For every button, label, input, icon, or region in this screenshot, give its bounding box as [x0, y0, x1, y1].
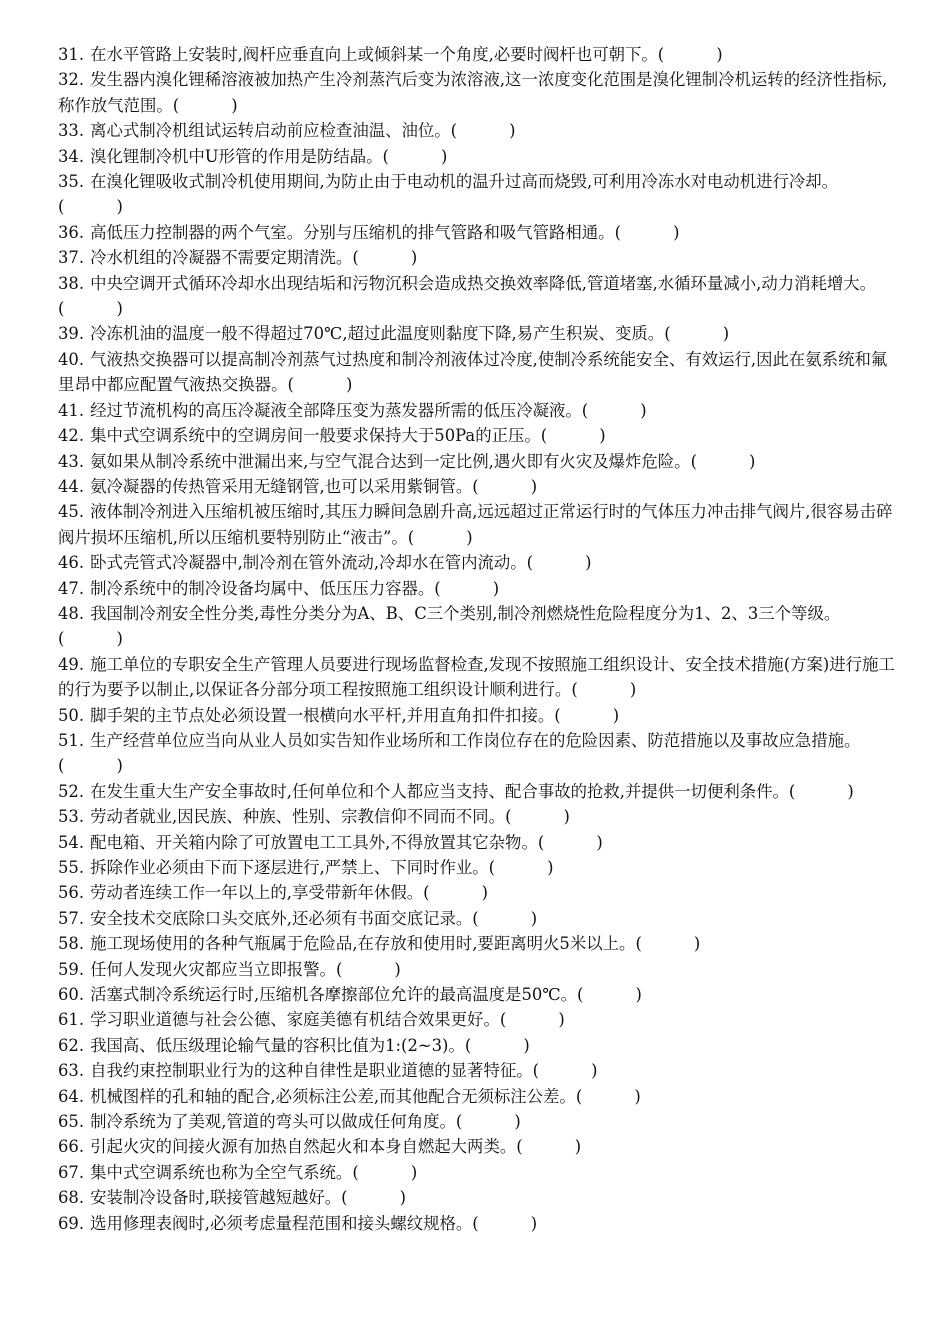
question-number: 56. [58, 883, 85, 903]
answer-blank: ( ) [58, 299, 123, 319]
question-item [58, 118, 900, 143]
question-item [58, 779, 900, 804]
answer-blank: ( ) [581, 400, 647, 420]
answer-blank: ( ) [423, 883, 488, 903]
question-number: 54. [58, 832, 85, 852]
question-number: 36. [58, 222, 85, 242]
question-text: 氨冷凝器的传热管采用无缝钢管,也可以采用紫铜管。 [90, 476, 473, 496]
question-list [58, 42, 900, 1236]
question-number: 47. [58, 578, 85, 598]
question-number: 63. [58, 1061, 85, 1081]
question-number: 64. [58, 1086, 85, 1106]
answer-blank: ( ) [526, 553, 592, 573]
question-number: 52. [58, 781, 85, 801]
question-item [58, 576, 900, 601]
answer-blank: ( ) [341, 1188, 407, 1208]
question-text: 气液热交换器可以提高制冷剂蒸气过热度和制冷剂液体过冷度,使制冷系统能安全、有效运行,因此在氨系统和氟里昂中都应配置气液热交换器。 [58, 349, 888, 395]
question-text: 脚手架的主节点处必须设置一根横向水平杆,并用直角扣件扣接。 [90, 705, 555, 725]
question-item [58, 855, 900, 880]
answer-blank: ( ) [407, 527, 473, 547]
question-number: 48. [58, 603, 85, 623]
question-item [58, 906, 900, 931]
question-text: 生产经营单位应当向从业人员如实告知作业场所和工作岗位存在的危险因素、防范措施以及事故应急措施。 [90, 730, 861, 750]
question-number: 50. [58, 705, 85, 725]
question-text: 冷冻机油的温度一般不得超过70℃,超过此温度则黏度下降,易产生积炭、变质。 [90, 324, 665, 344]
question-item [58, 550, 900, 575]
question-text: 卧式壳管式冷凝器中,制冷剂在管外流动,冷却水在管内流动。 [90, 553, 527, 573]
question-text: 发生器内溴化锂稀溶液被加热产生冷剂蒸汽后变为浓溶液,这一浓度变化范围是溴化锂制冷机运转的经济性指标,称作放气范围。 [58, 70, 888, 115]
question-number: 34. [58, 146, 85, 166]
question-item [58, 1033, 900, 1058]
question-item [58, 1109, 900, 1134]
answer-blank: ( ) [472, 908, 538, 928]
question-text: 在发生重大生产安全事故时,任何单位和个人都应当支持、配合事故的抢救,并提供一切便利条件。 [90, 781, 789, 801]
question-number: 57. [58, 908, 85, 928]
answer-blank: ( ) [577, 985, 642, 1005]
question-item [58, 1160, 900, 1185]
question-text: 在水平管路上安装时,阀杆应垂直向上或倾斜某一个角度,必要时阀杆也可朝下。 [90, 45, 658, 64]
question-item [58, 1185, 900, 1210]
question-text: 集中式空调系统中的空调房间一般要求保持大于50Pa的正压。 [90, 426, 541, 446]
question-number: 38. [58, 273, 85, 293]
question-number: 32. [58, 70, 85, 90]
question-item [58, 321, 900, 346]
question-number: 33. [58, 121, 85, 141]
question-text: 在溴化锂吸收式制冷机使用期间,为防止由于电动机的温升过高而烧毁,可利用冷冻水对电动机进行冷却。 [90, 172, 839, 192]
answer-blank: ( ) [172, 95, 238, 115]
answer-blank: ( ) [472, 476, 538, 496]
answer-blank: ( ) [537, 832, 603, 852]
question-item [58, 728, 900, 779]
question-number: 41. [58, 400, 85, 420]
answer-blank: ( ) [499, 1010, 565, 1030]
question-text: 冷水机组的冷凝器不需要定期清洗。 [90, 248, 353, 268]
answer-blank: ( ) [575, 1086, 641, 1106]
question-item [58, 982, 900, 1007]
question-item [58, 220, 900, 245]
answer-blank: ( ) [488, 858, 554, 877]
question-item [58, 347, 900, 398]
question-text: 集中式空调系统也称为全空气系统。 [90, 1162, 353, 1182]
question-text: 我国高、低压级理论输气量的容积比值为1:(2~3)。 [90, 1035, 465, 1055]
question-number: 61. [58, 1010, 85, 1030]
question-number: 31. [58, 45, 85, 64]
question-item [58, 703, 900, 728]
question-text: 活塞式制冷系统运行时,压缩机各摩擦部位允许的最高温度是50℃。 [90, 985, 578, 1005]
question-text: 劳动者连续工作一年以上的,享受带新年休假。 [90, 883, 424, 903]
question-text: 自我约束控制职业行为的这种自律性是职业道德的显著特征。 [90, 1061, 533, 1081]
question-item [58, 601, 900, 652]
answer-blank: ( ) [516, 1137, 582, 1157]
answer-blank: ( ) [472, 1213, 538, 1233]
answer-blank: ( ) [58, 756, 123, 776]
question-text: 我国制冷剂安全性分类,毒性分类分为A、B、C三个类别,制冷剂燃烧性危险程度分为1、2、3三个等级。 [90, 603, 841, 623]
question-text: 高低压力控制器的两个气室。分别与压缩机的排气管路和吸气管路相通。 [90, 222, 615, 242]
answer-blank: ( ) [664, 324, 730, 344]
question-item [58, 67, 900, 118]
question-number: 42. [58, 426, 85, 446]
question-text: 配电箱、开关箱内除了可放置电工工具外,不得放置其它杂物。 [90, 832, 538, 852]
question-number: 37. [58, 248, 85, 268]
question-item [58, 245, 900, 270]
question-text: 施工现场使用的各种气瓶属于危险品,在存放和使用时,要距离明火5米以上。 [90, 934, 636, 954]
question-number: 60. [58, 985, 85, 1005]
question-number: 59. [58, 959, 85, 979]
answer-blank: ( ) [788, 781, 854, 801]
question-item [58, 398, 900, 423]
answer-blank: ( ) [464, 1035, 530, 1055]
question-number: 69. [58, 1213, 85, 1233]
question-text: 制冷系统为了美观,管道的弯头可以做成任何角度。 [90, 1112, 456, 1132]
question-item [58, 169, 900, 220]
question-item [58, 931, 900, 956]
question-number: 58. [58, 934, 85, 954]
question-item [58, 499, 900, 550]
question-number: 45. [58, 502, 85, 522]
question-text: 氨如果从制冷系统中泄漏出来,与空气混合达到一定比例,遇火即有火灾及爆炸危险。 [90, 451, 691, 471]
question-text: 引起火灾的间接火源有加热自然起火和本身自燃起大两类。 [90, 1137, 517, 1157]
question-text: 离心式制冷机组试运转启动前应检查油温、油位。 [90, 121, 451, 141]
question-item [58, 804, 900, 829]
question-item [58, 880, 900, 905]
question-number: 51. [58, 730, 85, 750]
answer-blank: ( ) [532, 1061, 598, 1081]
question-text: 制冷系统中的制冷设备均属中、低压压力容器。 [90, 578, 435, 598]
question-text: 溴化锂制冷机中U形管的作用是防结晶。 [90, 146, 383, 166]
answer-blank: ( ) [571, 680, 637, 700]
question-item [58, 423, 900, 448]
question-text: 液体制冷剂进入压缩机被压缩时,其压力瞬间急剧升高,远远超过正常运行时的气体压力冲击排气阀片,很容易击碎阀片损坏压缩机,所以压缩机要特别防止“液击”。 [58, 502, 893, 547]
question-text: 拆除作业必须由下而下逐层进行,严禁上、下同时作业。 [90, 858, 489, 877]
question-text: 安全技术交底除口头交底外,还必须有书面交底记录。 [90, 908, 473, 928]
answer-blank: ( ) [505, 807, 570, 827]
answer-blank: ( ) [455, 1112, 521, 1132]
question-text: 中央空调开式循环冷却水出现结垢和污物沉积会造成热交换效率降低,管道堵塞,水循环量减小,动力消耗增大。 [90, 273, 877, 293]
question-number: 40. [58, 349, 85, 369]
question-number: 43. [58, 451, 85, 471]
question-item [58, 449, 900, 474]
answer-blank: ( ) [352, 1162, 418, 1182]
question-item [58, 1134, 900, 1159]
question-text: 经过节流机构的高压冷凝液全部降压变为蒸发器所需的低压冷凝液。 [90, 400, 582, 420]
answer-blank: ( ) [614, 222, 680, 242]
answer-blank: ( ) [287, 375, 353, 395]
question-number: 46. [58, 553, 85, 573]
question-text: 施工单位的专职安全生产管理人员要进行现场监督检查,发现不按照施工组织设计、安全技术措施(方案)进行施工的行为要予以制止,以保证各分部分项工程按照施工组织设计顺利进行。 [58, 654, 895, 700]
question-item [58, 652, 900, 703]
question-item [58, 42, 900, 67]
question-text: 选用修理表阀时,必须考虑量程范围和接头螺纹规格。 [90, 1213, 473, 1233]
answer-blank: ( ) [335, 959, 401, 979]
question-item [58, 1084, 900, 1109]
answer-blank: ( ) [635, 934, 701, 954]
question-text: 劳动者就业,因民族、种族、性别、宗教信仰不同而不同。 [90, 807, 506, 827]
question-number: 44. [58, 476, 85, 496]
answer-blank: ( ) [657, 45, 723, 64]
answer-blank: ( ) [450, 121, 516, 141]
answer-blank: ( ) [352, 248, 418, 268]
question-text: 机械图样的孔和轴的配合,必须标注公差,而其他配合无须标注公差。 [90, 1086, 576, 1106]
question-text: 学习职业道德与社会公德、家庭美德有机结合效果更好。 [90, 1010, 500, 1030]
question-number: 67. [58, 1162, 85, 1182]
question-item [58, 1058, 900, 1083]
question-item [58, 957, 900, 982]
question-number: 55. [58, 858, 85, 877]
question-item [58, 1211, 900, 1236]
question-number: 39. [58, 324, 85, 344]
question-number: 53. [58, 807, 85, 827]
question-item [58, 1007, 900, 1032]
question-text: 安装制冷设备时,联接管越短越好。 [90, 1188, 342, 1208]
question-item [58, 830, 900, 855]
question-number: 62. [58, 1035, 85, 1055]
answer-blank: ( ) [540, 426, 606, 446]
question-item [58, 144, 900, 169]
question-number: 66. [58, 1137, 85, 1157]
answer-blank: ( ) [58, 629, 123, 649]
question-text: 任何人发现火灾都应当立即报警。 [90, 959, 336, 979]
question-number: 68. [58, 1188, 85, 1208]
answer-blank: ( ) [58, 197, 123, 217]
question-item [58, 271, 900, 322]
answer-blank: ( ) [554, 705, 620, 725]
answer-blank: ( ) [382, 146, 448, 166]
answer-blank: ( ) [690, 451, 756, 471]
question-item [58, 474, 900, 499]
answer-blank: ( ) [434, 578, 500, 598]
question-number: 49. [58, 654, 85, 674]
question-number: 35. [58, 172, 85, 192]
question-number: 65. [58, 1112, 85, 1132]
